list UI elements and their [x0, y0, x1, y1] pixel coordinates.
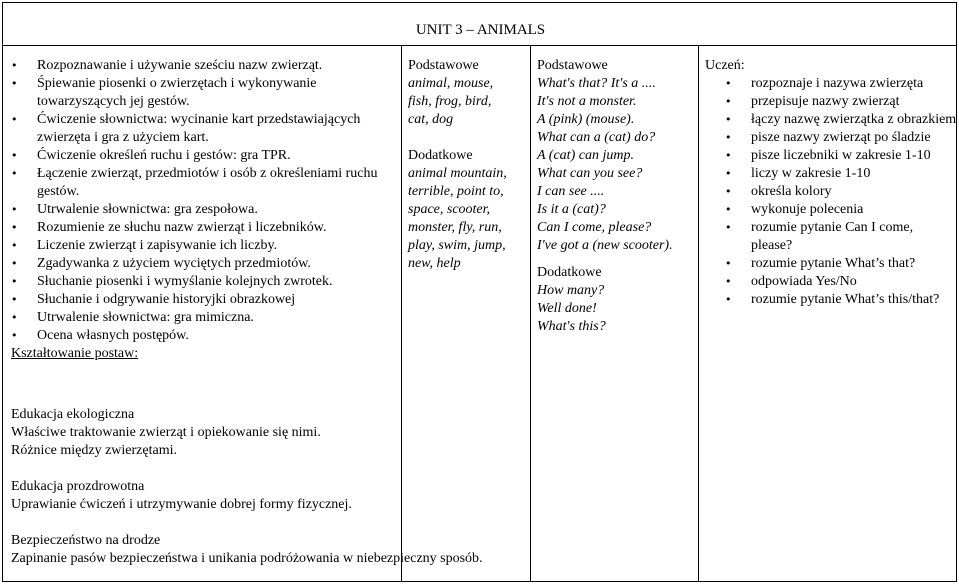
list-item: • rozumie pytanie What’s this/that? [705, 291, 957, 309]
vocab-line: terrible, point to, [408, 184, 504, 199]
attitudes-heading: Kształtowanie postaw: [11, 346, 139, 361]
vocab-line: play, swim, jump, [408, 238, 506, 253]
vocab-basic-heading: Podstawowe [408, 58, 479, 73]
list-item: • Łączenie zwierząt, przedmiotów i osób z określeniami ruchu gestów. [11, 165, 403, 201]
list-item: • odpowiada Yes/No [705, 273, 957, 291]
structure-line: Can I come, please? [537, 220, 652, 235]
attitudes-section [11, 406, 911, 568]
list-item: • Słuchanie i odgrywanie historyjki obrazkowej [11, 291, 403, 309]
structure-line: What's this? [537, 319, 606, 334]
section-line: Właściwe traktowanie zwierząt i opiekowanie się nimi. [11, 425, 321, 440]
student-heading: Uczeń: [705, 58, 745, 73]
vocab-extra-heading: Dodatkowe [408, 148, 473, 163]
list-item: • rozumie pytanie Can I come, please? [705, 219, 957, 255]
list-item: • rozpoznaje i nazywa zwierzęta [705, 75, 957, 93]
vocab-line: new, help [408, 256, 461, 271]
header-divider [3, 45, 956, 46]
vocab-line: fish, frog, bird, [408, 94, 492, 109]
section-line: Uprawianie ćwiczeń i utrzymywanie dobrej formy fizycznej. [11, 497, 352, 512]
structure-line: I've got a (new scooter). [537, 238, 673, 253]
list-item: • rozumie pytanie What’s that? [705, 255, 957, 273]
structure-line: What can you see? [537, 166, 643, 181]
list-item: • Rozumienie ze słuchu nazw zwierząt i liczebników. [11, 219, 403, 237]
section-heading: Bezpieczeństwo na drodze [11, 533, 161, 548]
list-item: • pisze nazwy zwierząt po śladzie [705, 129, 957, 147]
vocabulary-column [408, 57, 528, 273]
structure-line: It's not a monster. [537, 94, 637, 109]
activities-column [11, 57, 403, 363]
structure-line: Well done! [537, 301, 597, 316]
vocab-line: cat, dog [408, 112, 454, 127]
list-item: • Słuchanie piosenki i wymyślanie kolejnych zwrotek. [11, 273, 403, 291]
structure-line: What can a (cat) do? [537, 130, 656, 145]
list-item: • Utrwalenie słownictwa: gra mimiczna. [11, 309, 403, 327]
list-item: • Ocena własnych postępów. [11, 327, 403, 345]
list-item: • Liczenie zwierząt i zapisywanie ich liczby. [11, 237, 403, 255]
structures-extra-heading: Dodatkowe [537, 265, 602, 280]
activities-list [11, 57, 403, 345]
vocab-line: monster, fly, run, [408, 220, 502, 235]
structures-basic-heading: Podstawowe [537, 58, 608, 73]
list-item: • Ćwiczenie słownictwa: wycinanie kart przedstawiających zwierzęta i gra z użyciem kart. [11, 111, 403, 147]
structure-line: A (cat) can jump. [537, 148, 634, 163]
structure-line: Is it a (cat)? [537, 202, 606, 217]
list-item: • łączy nazwę zwierzątka z obrazkiem [705, 111, 957, 129]
vocab-line: space, scooter, [408, 202, 491, 217]
list-item: • liczy w zakresie 1-10 [705, 165, 957, 183]
section-line: Różnice między zwierzętami. [11, 443, 177, 458]
curriculum-table [2, 2, 957, 582]
section-line: Zapinanie pasów bezpieczeństwa i unikania podróżowania w niebezpieczny sposób. [11, 551, 483, 566]
student-column [705, 57, 957, 309]
vocab-line: animal, mouse, [408, 76, 494, 91]
unit-title: UNIT 3 – ANIMALS [415, 22, 546, 38]
list-item: • Zgadywanka z użyciem wyciętych przedmiotów. [11, 255, 403, 273]
structures-column [537, 57, 699, 336]
structure-line: How many? [537, 283, 605, 298]
student-outcomes-list [705, 75, 957, 309]
list-item: • Ćwiczenie określeń ruchu i gestów: gra TPR. [11, 147, 403, 165]
list-item: • pisze liczebniki w zakresie 1-10 [705, 147, 957, 165]
structure-line: What's that? It's a .... [537, 76, 656, 91]
structure-line: I can see .... [537, 184, 605, 199]
list-item: • określa kolory [705, 183, 957, 201]
vocab-line: animal mountain, [408, 166, 507, 181]
list-item: • Utrwalenie słownictwa: gra zespołowa. [11, 201, 403, 219]
section-heading: Edukacja prozdrowotna [11, 479, 145, 494]
list-item: • Rozpoznawanie i używanie sześciu nazw zwierząt. [11, 57, 403, 75]
list-item: • przepisuje nazwy zwierząt [705, 93, 957, 111]
structure-line: A (pink) (mouse). [537, 112, 635, 127]
section-heading: Edukacja ekologiczna [11, 407, 135, 422]
list-item: • Śpiewanie piosenki o zwierzętach i wykonywanie towarzyszących jej gestów. [11, 75, 403, 111]
list-item: • wykonuje polecenia [705, 201, 957, 219]
